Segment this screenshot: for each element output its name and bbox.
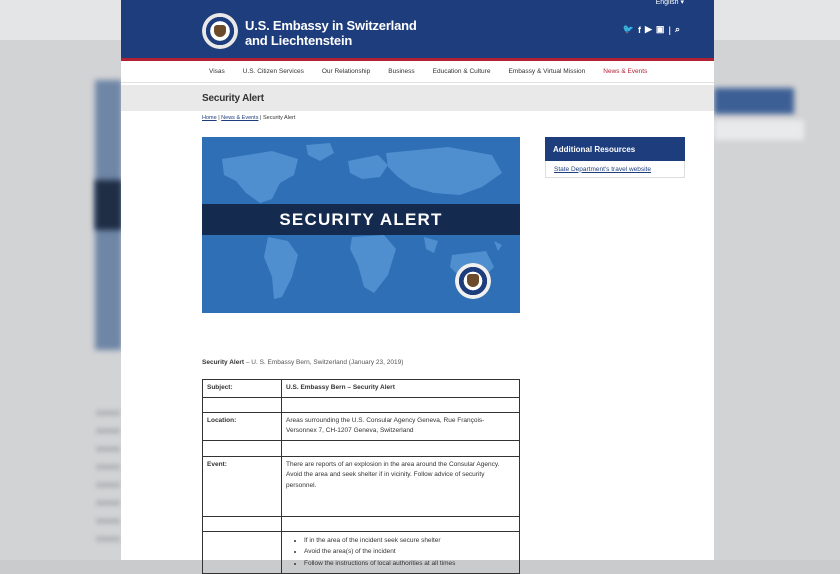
background-left-dark: [95, 180, 122, 230]
actions-label-cell: [203, 531, 282, 574]
subject-label: Subject:: [203, 380, 282, 398]
location-value: Areas surrounding the U.S. Consular Agency Geneva, Rue François-Versonnex 7, CH-1207 Geneva, Switzerland: [282, 412, 520, 440]
facebook-icon[interactable]: f: [637, 24, 641, 35]
list-item: • Follow the instructions of local authorities at all times: [304, 559, 515, 570]
breadcrumb-current: Security Alert: [262, 115, 296, 121]
security-alert-heading: SECURITY ALERT: [279, 209, 443, 229]
empty-cell: [282, 397, 520, 412]
nav-item-visas[interactable]: Visas: [209, 68, 225, 75]
breadcrumb-home[interactable]: Home: [202, 115, 217, 121]
youtube-icon[interactable]: ▶: [644, 24, 652, 34]
background-text-lines: [96, 410, 120, 550]
background-right-light: [714, 120, 804, 140]
travel-website-link[interactable]: State Department's travel website: [554, 165, 651, 173]
table-row: [203, 380, 520, 398]
list-item: • Avoid the area(s) of the incident: [304, 547, 515, 558]
nav-item-citizen-services[interactable]: U.S. Citizen Services: [242, 68, 304, 75]
site-title-line2: and Liechtenstein: [245, 33, 353, 48]
site-title-line1: U.S. Embassy in Switzerland: [245, 18, 417, 33]
embassy-seal-icon[interactable]: [202, 13, 238, 49]
sidebar-heading: [545, 137, 685, 161]
table-row: [203, 516, 520, 531]
site-header: [121, 0, 714, 61]
security-alert-banner: [202, 137, 520, 313]
actions-list: [304, 536, 515, 570]
flickr-icon[interactable]: ▣: [655, 24, 665, 34]
site-title[interactable]: [245, 18, 417, 48]
alert-details-table: [202, 379, 520, 574]
nav-item-relationship[interactable]: Our Relationship: [321, 68, 371, 75]
department-seal-icon: [455, 263, 491, 299]
language-selector[interactable]: English ▾: [655, 0, 684, 6]
actions-value: [282, 531, 520, 574]
sidebar-links: [545, 161, 685, 178]
twitter-icon[interactable]: 🐦: [622, 24, 634, 34]
alert-intro-bold: Security Alert: [202, 359, 245, 366]
table-row: [203, 456, 520, 516]
breadcrumb: [202, 115, 295, 121]
nav-item-business[interactable]: Business: [388, 68, 415, 75]
social-links: [623, 24, 680, 35]
location-label: Location:: [203, 412, 282, 440]
security-alert-band: [202, 204, 520, 235]
nav-item-embassy-mission[interactable]: Embassy & Virtual Mission: [508, 68, 586, 75]
social-separator: |: [668, 24, 671, 35]
event-value: There are reports of an explosion in the area around the Consular Agency. Avoid the area and seek shelter if in vicinity. Follow advice of security personnel.: [282, 456, 520, 516]
nav-item-news-events[interactable]: News & Events: [603, 68, 648, 75]
breadcrumb-separator: |: [216, 115, 222, 121]
alert-intro-text: – U. S. Embassy Bern, Switzerland (January 23, 2019): [244, 359, 404, 366]
empty-cell: [282, 440, 520, 456]
table-row: [203, 440, 520, 456]
breadcrumb-news-events[interactable]: News & Events: [221, 115, 259, 121]
table-row: [203, 397, 520, 412]
page-title: Security Alert: [202, 92, 264, 104]
event-label: Event:: [203, 456, 282, 516]
search-icon[interactable]: ⌕: [674, 24, 680, 34]
nav-item-education-culture[interactable]: Education & Culture: [432, 68, 491, 75]
subject-value-text: U.S. Embassy Bern – Security Alert: [286, 384, 395, 391]
alert-intro: [202, 359, 403, 366]
empty-cell: [203, 516, 282, 531]
subject-value: [282, 380, 520, 398]
empty-cell: [282, 516, 520, 531]
page-title-bar: [121, 85, 714, 111]
breadcrumb-separator: |: [258, 115, 263, 121]
sidebar-heading-text: Additional Resources: [553, 144, 636, 154]
embassy-page: [121, 0, 714, 567]
table-row: [203, 412, 520, 440]
main-nav: [121, 61, 714, 83]
background-right-panel: [714, 88, 794, 114]
empty-cell: [203, 397, 282, 412]
list-item: • If in the area of the incident seek secure shelter: [304, 536, 515, 547]
table-row: [203, 531, 520, 574]
empty-cell: [203, 440, 282, 456]
